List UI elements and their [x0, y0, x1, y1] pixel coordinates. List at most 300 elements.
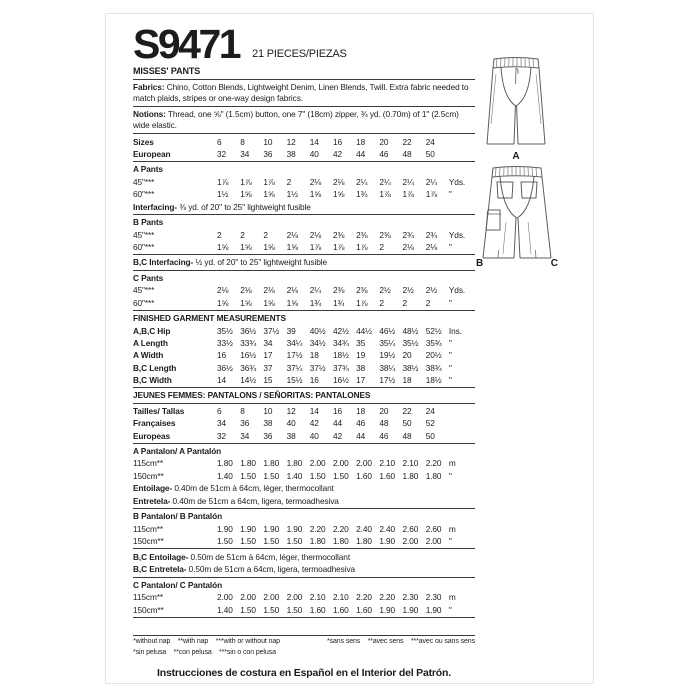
table-cell: 2.40	[356, 523, 372, 534]
note-line	[133, 256, 475, 269]
bc-interfacing-note	[133, 256, 475, 269]
table-cell: 1.90	[217, 523, 233, 534]
unit-label: "	[448, 297, 452, 308]
table-cell: 1⅞	[263, 176, 275, 187]
table-cell: 2¼	[379, 176, 391, 187]
table-cell: 2.30	[425, 592, 442, 603]
table-cell: 1⅝	[263, 189, 275, 200]
table-cell: 44	[356, 430, 366, 441]
table-cell: 2.20	[332, 523, 349, 534]
table-cell: 10	[263, 405, 273, 416]
unit-label: m	[448, 458, 456, 469]
table-cell: 2	[286, 176, 292, 187]
footnote-pelusa-spanish: *sin pelusa **con pelusa ***sin o con pelusa	[133, 648, 276, 656]
table-cell: 2⅛	[240, 285, 252, 296]
table-cell: 2½	[425, 285, 438, 296]
table-cell: 38	[286, 149, 296, 160]
table-cell: 2.00	[286, 592, 303, 603]
table-cell: 1.80	[356, 536, 372, 547]
table-cell: 17	[356, 375, 366, 386]
table-cell: 24	[425, 405, 435, 416]
table-cell: 1.90	[402, 604, 419, 615]
table-cell: 1.50	[286, 604, 303, 615]
table-row	[133, 523, 475, 535]
row-label: 60"***	[133, 297, 155, 308]
footnote-nap-english: *without nap **with nap ***with or without nap	[133, 637, 280, 645]
table-cell: 1⅝	[240, 189, 252, 200]
table-cell: 35½	[402, 337, 419, 348]
unit-label: Yds.	[448, 176, 466, 187]
table-cell: 44½	[356, 325, 372, 336]
section-title-finished-measurements: FINISHED GARMENT MEASUREMENTS	[133, 313, 286, 324]
table-cell: 18	[309, 350, 319, 361]
table-cell: 2.10	[332, 592, 349, 603]
section-title-a-pants: A Pants	[133, 164, 163, 175]
fabrics-paragraph	[133, 82, 475, 103]
table-cell: 1⅞	[356, 297, 368, 308]
table-cell: 1⅝	[217, 241, 229, 252]
table-cell: 1.90	[379, 536, 396, 547]
table-cell: 50	[425, 149, 435, 160]
table-row	[133, 228, 475, 240]
a-pants-yardage-table	[133, 176, 475, 201]
table-cell: 2.10	[379, 458, 396, 469]
table-cell: 46	[379, 430, 389, 441]
table-cell: 37½	[263, 325, 280, 336]
a-interfacing-note	[133, 200, 475, 213]
table-cell: 1.80	[240, 458, 256, 469]
table-cell: 2⅜	[332, 285, 345, 296]
table-cell: 2.00	[356, 458, 372, 469]
table-cell: 32	[217, 430, 227, 441]
unit-label: Yds.	[448, 285, 466, 296]
table-cell: 2.00	[217, 592, 233, 603]
section-title-c-pants: C Pants	[133, 272, 164, 283]
table-cell: 1.80	[263, 458, 280, 469]
table-cell: 38	[356, 362, 366, 373]
b-pantalon-metric-table	[133, 523, 475, 548]
table-cell: 2.20	[379, 592, 396, 603]
table-cell: 2¼	[425, 176, 438, 187]
table-row	[133, 591, 475, 603]
note-label: Interfacing-	[133, 201, 177, 212]
table-cell: 1⅝	[309, 189, 322, 200]
table-cell: 1.50	[240, 470, 256, 481]
table-cell: 2.10	[309, 592, 326, 603]
row-label: B,C Length	[133, 362, 177, 373]
table-cell: 2⅛	[217, 285, 229, 296]
table-cell: 2	[379, 241, 384, 252]
table-cell: 34	[240, 430, 250, 441]
table-cell: 50	[402, 418, 412, 429]
table-cell: 18	[356, 405, 366, 416]
table-cell: 38¼	[379, 362, 396, 373]
unit-label: m	[448, 523, 456, 534]
size-chart-panel	[133, 21, 475, 680]
notions-text: Thread, one ⅝" (1.5cm) button, one 7" (18cm) zipper, ¾ yd. (0.70m) of 1" (2.5cm) wide elastic.	[133, 109, 459, 130]
row-label: 60"***	[133, 189, 155, 200]
table-cell: 2.00	[425, 536, 442, 547]
pants-front-line-art	[477, 54, 555, 150]
table-cell: 2⅛	[425, 241, 438, 252]
table-cell: 34	[240, 149, 250, 160]
table-cell: 1.50	[332, 470, 349, 481]
note-label: Entoilage-	[133, 483, 173, 494]
section-title-b-pantalon: B Pantalon/ B Pantalón	[133, 511, 223, 522]
footnotes	[133, 635, 475, 659]
divider	[133, 617, 475, 618]
table-cell: 2.10	[402, 458, 419, 469]
table-cell: 38¾	[425, 362, 442, 373]
footnote-line-2	[133, 648, 475, 659]
view-b-label: B	[476, 258, 484, 269]
table-cell: 15½	[286, 375, 303, 386]
table-cell: 1⅞	[379, 189, 391, 200]
table-cell: 46½	[379, 325, 396, 336]
table-cell: 22	[402, 405, 412, 416]
table-cell: 2	[217, 229, 222, 240]
pattern-number: S9471	[133, 21, 240, 68]
table-cell: 1⅞	[332, 241, 345, 252]
table-cell: 22	[402, 136, 412, 147]
table-cell: 40½	[309, 325, 326, 336]
row-label: Françaises	[133, 418, 176, 429]
table-cell: 33½	[217, 337, 233, 348]
table-cell: 1½	[286, 189, 298, 200]
table-cell: 1.90	[379, 604, 396, 615]
table-cell: 2.20	[309, 523, 326, 534]
table-cell: 2¾	[402, 229, 414, 240]
table-cell: 2.00	[240, 592, 256, 603]
table-cell: 2¼	[309, 285, 322, 296]
table-cell: 1.40	[217, 604, 233, 615]
table-cell: 36¾	[240, 362, 257, 373]
bc-entoilage-notes	[133, 550, 475, 575]
table-cell: 1.40	[286, 470, 303, 481]
unit-label: m	[448, 592, 456, 603]
table-cell: 2¼	[356, 176, 368, 187]
table-cell: 2⅛	[402, 241, 414, 252]
table-cell: 36½	[240, 325, 257, 336]
unit-label: Yds.	[448, 229, 466, 240]
table-cell: 1.60	[332, 604, 349, 615]
table-row	[133, 535, 475, 547]
divider	[133, 106, 475, 107]
fabrics-text: Chino, Cotton Blends, Lightweight Denim, Linen Blends, Twill. Extra fabric needed to match plaids, stripes or one-way design fabrics.	[133, 82, 469, 103]
table-cell: 48½	[402, 325, 419, 336]
table-cell: 2.00	[309, 458, 326, 469]
notions-label: Notions:	[133, 109, 166, 120]
table-row	[133, 297, 475, 309]
table-row	[133, 135, 475, 147]
table-cell: 1⅝	[286, 241, 298, 252]
divider	[133, 577, 475, 578]
divider	[133, 270, 475, 271]
table-cell: 2.00	[402, 536, 419, 547]
row-label: A,B,C Hip	[133, 325, 171, 336]
row-label: 115cm**	[133, 523, 164, 534]
table-cell: 34¾	[332, 337, 349, 348]
table-cell: 20½	[425, 350, 442, 361]
table-cell: 2.20	[356, 592, 372, 603]
table-cell: 42½	[332, 325, 349, 336]
pattern-envelope-back	[105, 13, 594, 684]
table-cell: 2.00	[332, 458, 349, 469]
table-cell: 37¼	[286, 362, 303, 373]
note-text: ⅜ yd. of 20" to 25" lightweight fusible	[176, 201, 311, 212]
table-cell: 35½	[217, 325, 233, 336]
table-cell: 35	[356, 337, 366, 348]
table-cell: 12	[286, 405, 296, 416]
table-cell: 1⅞	[309, 241, 322, 252]
table-cell: 37½	[309, 362, 326, 373]
note-text: 0.50m de 51cm à 64cm, léger, thermocollant	[188, 551, 351, 562]
table-cell: 1.50	[263, 604, 280, 615]
c-pants-yardage-table	[133, 284, 475, 309]
unit-label: "	[448, 350, 452, 361]
table-cell: 32	[217, 149, 227, 160]
note-label: B,C Interfacing-	[133, 257, 194, 268]
divider	[133, 133, 475, 134]
table-cell: 2¾	[425, 229, 438, 240]
table-cell: 1.60	[309, 604, 326, 615]
table-cell: 48	[379, 418, 389, 429]
table-cell: 1.80	[286, 458, 303, 469]
table-cell: 2	[263, 229, 268, 240]
divider	[133, 79, 475, 80]
table-cell: 20	[402, 350, 412, 361]
table-cell: 19	[356, 350, 366, 361]
table-cell: 16½	[332, 375, 349, 386]
table-cell: 38½	[402, 362, 419, 373]
table-cell: 39	[286, 325, 296, 336]
table-cell: 2	[379, 297, 384, 308]
table-row	[133, 361, 475, 373]
table-cell: 1⅞	[240, 176, 252, 187]
table-cell: 42	[332, 430, 342, 441]
table-cell: 48	[402, 430, 412, 441]
table-cell: 1.50	[217, 536, 233, 547]
divider	[133, 635, 475, 636]
a-entoilage-notes	[133, 482, 475, 507]
table-row	[133, 374, 475, 386]
table-cell: 34½	[309, 337, 326, 348]
note-text: 0.40m de 51cm a 64cm, ligera, termoadhesiva	[170, 495, 339, 506]
row-label: European	[133, 149, 171, 160]
table-cell: 14	[217, 375, 227, 386]
table-cell: 20	[379, 405, 389, 416]
table-cell: 1.50	[240, 604, 256, 615]
note-text: 0.50m de 51cm a 64cm, ligera, termoadhesiva	[186, 564, 356, 575]
note-line	[133, 482, 475, 495]
table-row	[133, 405, 475, 417]
table-cell: 42	[332, 149, 342, 160]
table-cell: 2⅜	[356, 229, 368, 240]
table-cell: 1⅞	[356, 241, 368, 252]
table-cell: 2½	[379, 285, 391, 296]
table-cell: 18	[402, 375, 412, 386]
table-row	[133, 176, 475, 188]
table-cell: 1.50	[263, 536, 280, 547]
brand-block	[133, 21, 475, 68]
note-label: Entretela-	[133, 495, 171, 506]
divider	[133, 548, 475, 549]
table-cell: 37	[263, 362, 273, 373]
table-row	[133, 337, 475, 349]
footnote-line-1	[133, 637, 475, 648]
table-row	[133, 470, 475, 482]
row-label: 150cm**	[133, 604, 164, 615]
table-cell: 42	[309, 418, 319, 429]
table-cell: 12	[286, 136, 296, 147]
finished-measurements-table	[133, 324, 475, 386]
section-title-jeunes-femmes: JEUNES FEMMES: PANTALONS / SEÑORITAS: PANTALONES	[133, 390, 371, 401]
table-cell: 2⅜	[356, 285, 368, 296]
table-cell: 1¾	[356, 189, 368, 200]
note-line	[133, 563, 475, 576]
note-label: B,C Entoilage-	[133, 551, 189, 562]
divider	[133, 254, 475, 255]
table-row	[133, 429, 475, 441]
unit-label: "	[448, 241, 452, 252]
table-cell: 1⅝	[240, 297, 252, 308]
pants-back-line-art	[470, 162, 564, 266]
unit-label: "	[448, 337, 452, 348]
table-cell: 52½	[425, 325, 442, 336]
table-cell: 2⅛	[286, 229, 298, 240]
table-cell: 1⅝	[286, 297, 298, 308]
divider	[133, 403, 475, 404]
table-cell: 1⅝	[240, 241, 252, 252]
a-pantalon-metric-table	[133, 457, 475, 482]
table-cell: 2⅛	[309, 176, 322, 187]
table-cell: 1.90	[263, 523, 280, 534]
table-cell: 17	[263, 350, 273, 361]
section-title-c-pantalon: C Pantalon/ C Pantalón	[133, 579, 223, 590]
table-cell: 1.60	[356, 604, 372, 615]
unit-label: "	[448, 470, 452, 481]
unit-label: "	[448, 604, 452, 615]
table-cell: 20	[379, 136, 389, 147]
table-row	[133, 349, 475, 361]
table-cell: 14½	[240, 375, 257, 386]
table-cell: 10	[263, 136, 273, 147]
table-cell: 35¾	[425, 337, 442, 348]
table-cell: 2⅛	[263, 285, 275, 296]
row-label: 115cm**	[133, 592, 164, 603]
table-row	[133, 241, 475, 253]
table-cell: 1.40	[217, 470, 233, 481]
row-label: 115cm**	[133, 458, 164, 469]
table-cell: 1.60	[379, 470, 396, 481]
note-line	[133, 550, 475, 563]
table-cell: 2.30	[402, 592, 419, 603]
table-cell: 1.80	[309, 536, 326, 547]
table-cell: 46	[356, 418, 366, 429]
row-label: 45"***	[133, 229, 155, 240]
table-cell: 2⅜	[332, 229, 345, 240]
table-cell: 19½	[379, 350, 396, 361]
table-cell: 2½	[402, 285, 414, 296]
table-row	[133, 324, 475, 336]
international-sizes-table	[133, 405, 475, 442]
table-cell: 14	[309, 136, 319, 147]
divider	[133, 161, 475, 162]
table-cell: 2.40	[379, 523, 396, 534]
garment-category: MISSES' PANTS	[133, 66, 201, 76]
table-cell: 8	[240, 136, 245, 147]
table-row	[133, 603, 475, 615]
divider	[133, 508, 475, 509]
unit-label: "	[448, 362, 452, 373]
table-cell: 40	[286, 418, 296, 429]
table-cell: 1.80	[217, 458, 233, 469]
table-cell: 15	[263, 375, 273, 386]
table-row	[133, 417, 475, 429]
notions-paragraph	[133, 109, 475, 130]
table-cell: 1¾	[309, 297, 322, 308]
divider	[133, 214, 475, 215]
table-cell: 2⅜	[379, 229, 391, 240]
table-cell: 2	[425, 297, 431, 308]
table-cell: 6	[217, 136, 222, 147]
table-cell: 36	[263, 149, 273, 160]
table-cell: 1⅝	[332, 189, 345, 200]
table-cell: 52	[425, 418, 435, 429]
table-cell: 34	[217, 418, 227, 429]
table-cell: 2¼	[402, 176, 414, 187]
note-text: 0.40m de 51cm à 64cm, léger, thermocollant	[172, 483, 334, 494]
table-cell: 1.90	[425, 604, 442, 615]
table-row	[133, 148, 475, 160]
row-label: B,C Width	[133, 375, 172, 386]
table-cell: 24	[425, 136, 435, 147]
unit-label: "	[448, 536, 452, 547]
divider	[133, 310, 475, 311]
table-cell: 1⅝	[217, 297, 229, 308]
note-line	[133, 200, 475, 213]
table-cell: 36½	[217, 362, 233, 373]
table-cell: 18½	[425, 375, 442, 386]
spanish-instructions-note: Instrucciones de costura en Español en el Interior del Patrón.	[157, 667, 451, 680]
table-cell: 1.50	[309, 470, 326, 481]
table-cell: 2	[402, 297, 408, 308]
table-cell: 2.00	[263, 592, 280, 603]
table-cell: 17½	[379, 375, 396, 386]
footnote-sens-french: *sans sens **avec sens ***avec ou sans sens	[326, 637, 475, 645]
divider	[133, 443, 475, 444]
table-cell: 18½	[332, 350, 349, 361]
table-cell: 2	[240, 229, 245, 240]
table-cell: 1⅝	[263, 241, 275, 252]
table-cell: 2⅛	[309, 229, 322, 240]
table-cell: 34	[263, 337, 273, 348]
table-cell: 16	[309, 375, 319, 386]
note-line	[133, 495, 475, 508]
table-cell: 1.50	[263, 470, 280, 481]
table-cell: 2.60	[402, 523, 419, 534]
table-cell: 34¼	[286, 337, 303, 348]
table-cell: 50	[425, 430, 435, 441]
unit-label: "	[448, 189, 452, 200]
table-cell: 16	[332, 405, 342, 416]
table-cell: 8	[240, 405, 245, 416]
row-label: 150cm**	[133, 470, 164, 481]
b-pants-yardage-table	[133, 228, 475, 253]
table-cell: 1⅞	[425, 189, 438, 200]
table-cell: 2.20	[425, 458, 442, 469]
table-cell: 1½	[217, 189, 229, 200]
